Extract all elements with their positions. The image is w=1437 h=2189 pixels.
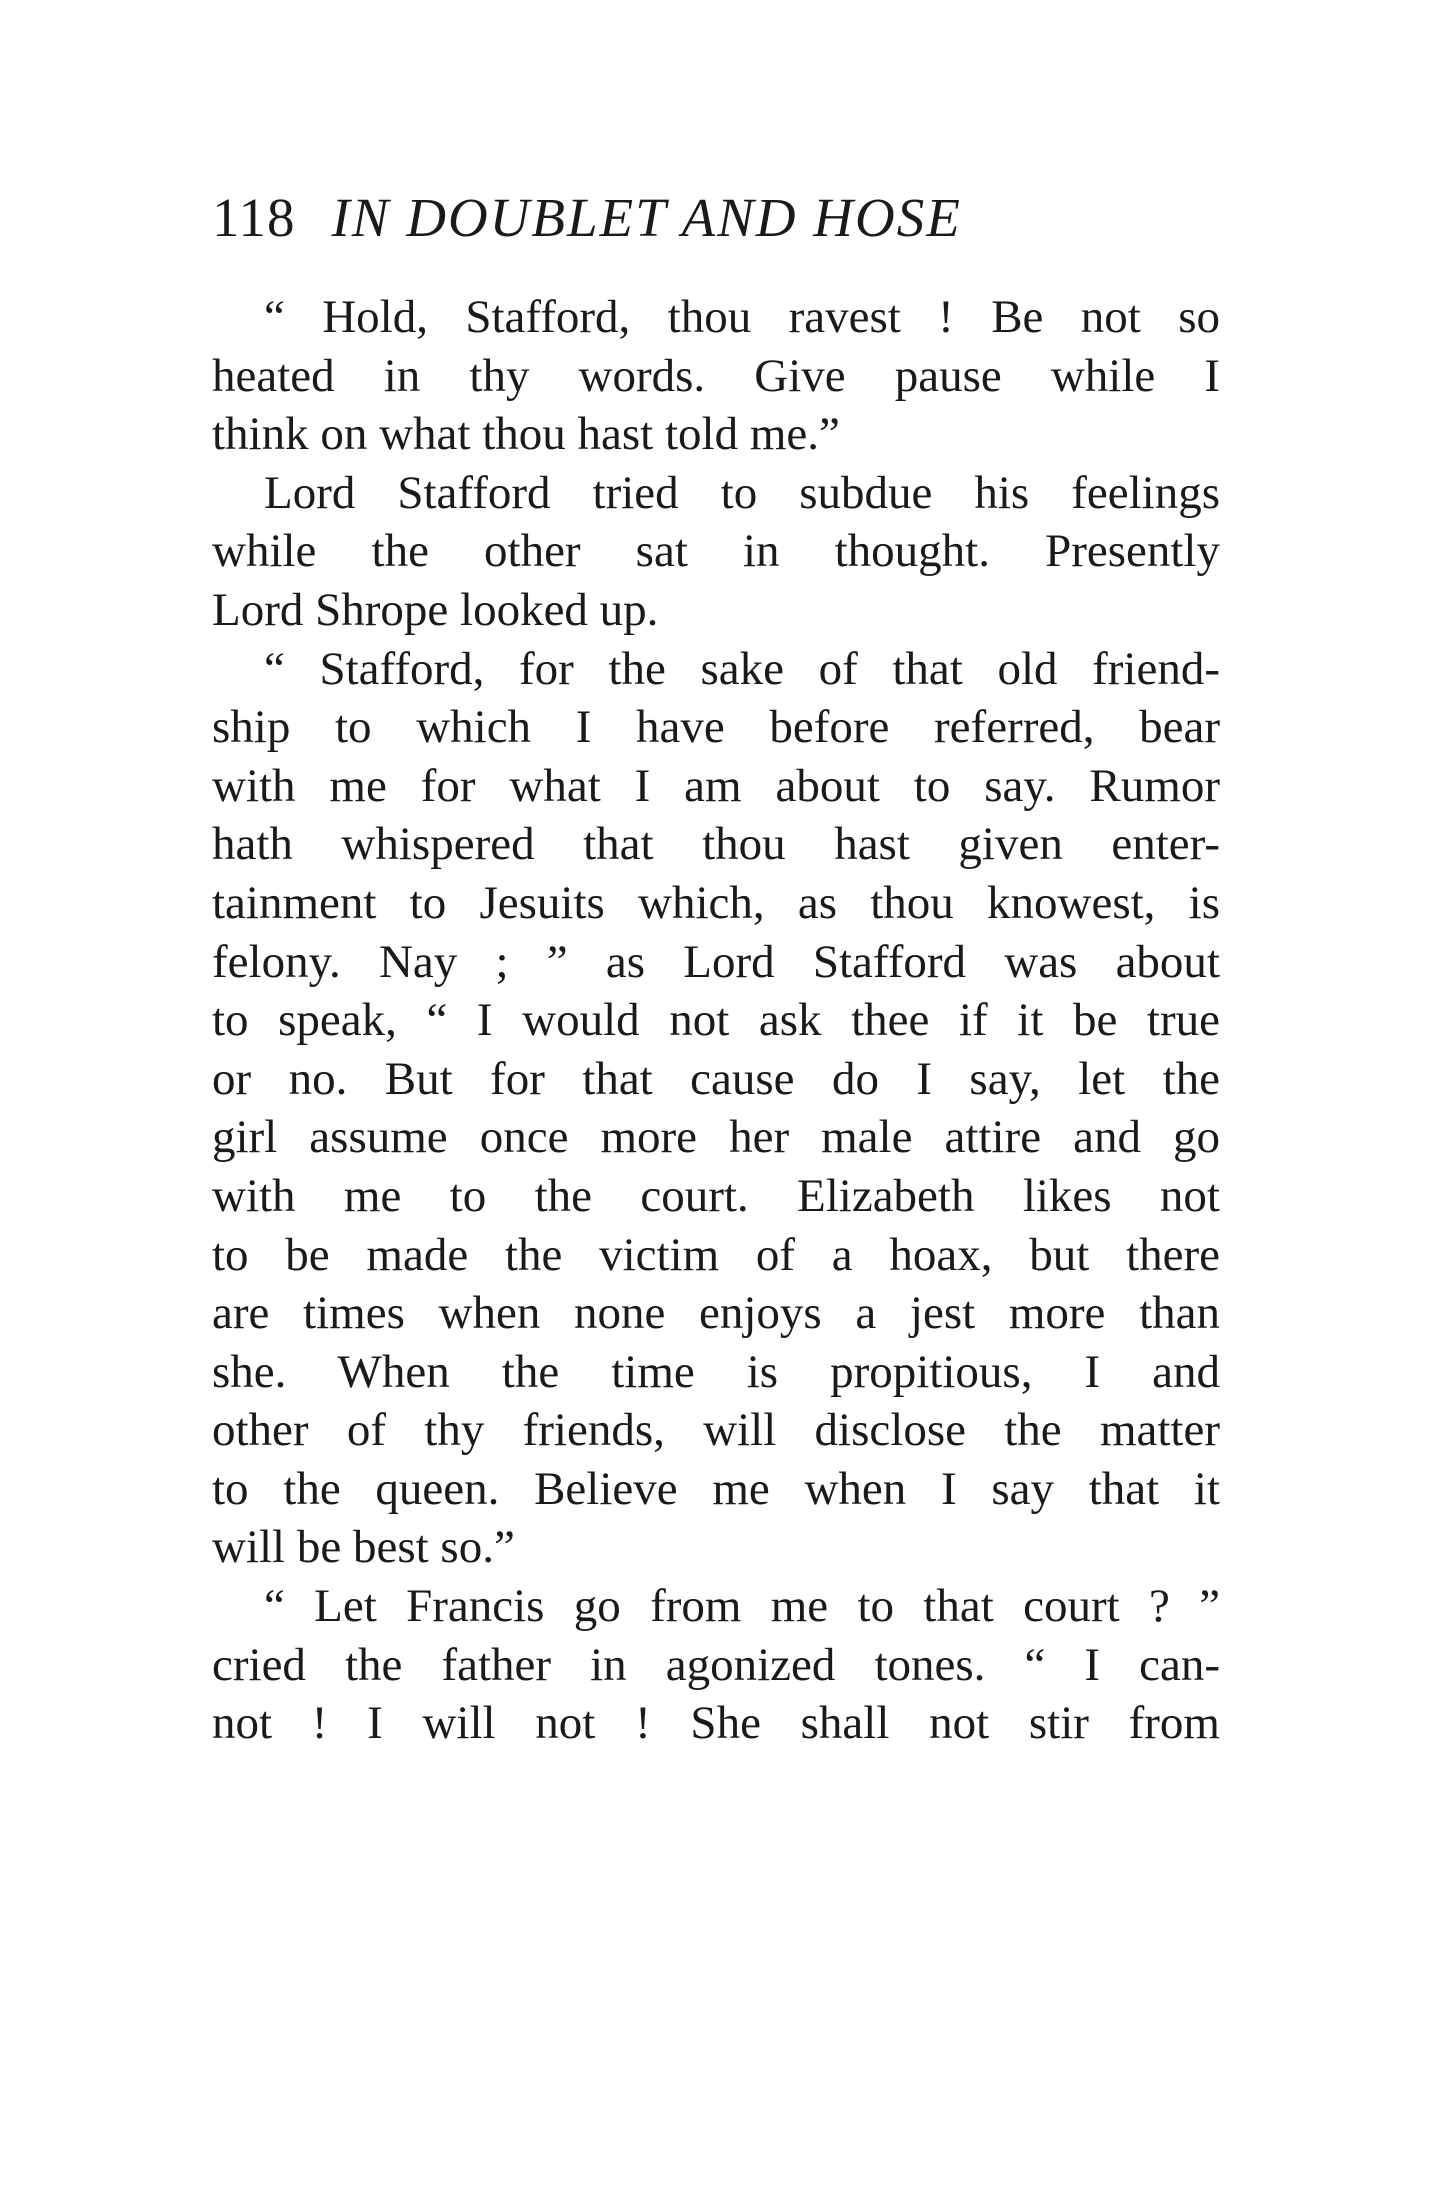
- body-text: [212, 288, 1220, 1753]
- text-line: “ Hold, Stafford, thou ravest ! Be not so: [264, 291, 1220, 343]
- page-header: [212, 183, 1222, 253]
- text-line: hath whispered that thou hast given enter-: [212, 818, 1220, 871]
- text-line: with me for what I am about to say. Rumor: [212, 759, 1220, 812]
- text-line: are times when none enjoys a jest more than: [212, 1287, 1220, 1340]
- text-line: think on what thou hast told me.”: [212, 408, 840, 461]
- text-line: felony. Nay ; ” as Lord Stafford was about: [212, 935, 1220, 988]
- text-line: to the queen. Believe me when I say that it: [212, 1462, 1220, 1515]
- text-line: Lord Shrope looked up.: [212, 583, 659, 636]
- text-line: girl assume once more her male attire and go: [212, 1111, 1220, 1164]
- text-line: cried the father in agonized tones. “ I can-: [212, 1638, 1220, 1691]
- text-line: to speak, “ I would not ask thee if it be true: [212, 994, 1220, 1047]
- text-line: “ Stafford, for the sake of that old friend-: [264, 642, 1220, 695]
- text-line: while the other sat in thought. Presently: [212, 525, 1220, 578]
- text-line: tainment to Jesuits which, as thou knowest, is: [212, 876, 1220, 929]
- text-line: other of thy friends, will disclose the matter: [212, 1404, 1220, 1457]
- text-line: or no. But for that cause do I say, let the: [212, 1052, 1220, 1105]
- text-line: will be best so.”: [212, 1521, 515, 1574]
- text-line: ship to which I have before referred, bear: [212, 701, 1220, 754]
- text-line: with me to the court. Elizabeth likes not: [212, 1169, 1220, 1222]
- running-title: IN DOUBLET AND HOSE: [331, 187, 962, 248]
- text-line: not ! I will not ! She shall not stir from: [212, 1697, 1220, 1750]
- text-line: heated in thy words. Give pause while I: [212, 349, 1220, 402]
- text-line: she. When the time is propitious, I and: [212, 1345, 1220, 1398]
- text-line: to be made the victim of a hoax, but there: [212, 1228, 1220, 1281]
- page-number: 118: [212, 187, 296, 248]
- text-line: Lord Stafford tried to subdue his feelings: [264, 466, 1220, 519]
- text-line: “ Let Francis go from me to that court ? ”: [264, 1580, 1220, 1633]
